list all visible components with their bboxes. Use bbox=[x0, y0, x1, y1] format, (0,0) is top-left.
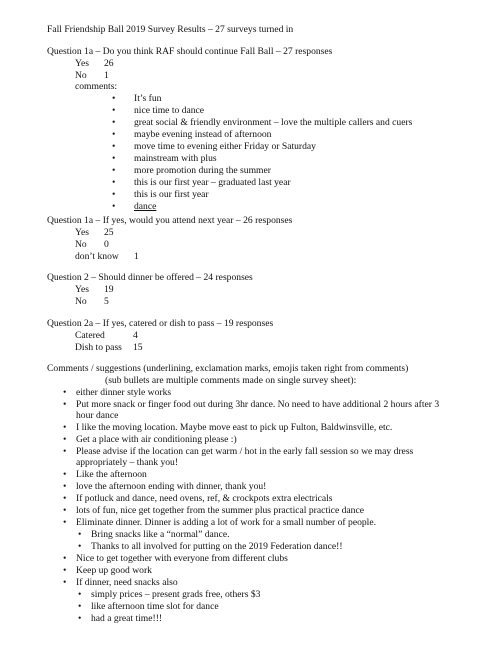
q1b-heading: Question 1a – If yes, would you attend next year – 26 responses bbox=[47, 215, 293, 226]
bullet-icon bbox=[63, 446, 69, 457]
sub-bullet-icon bbox=[78, 601, 84, 612]
q1b-yes-count: 25 bbox=[104, 227, 114, 238]
q1a-no-count: 1 bbox=[104, 70, 109, 81]
list-item: Eliminate dinner. Dinner is adding a lot of work for a small number of people. bbox=[76, 517, 376, 528]
list-item: If potluck and dance, need ovens, ref, & crockpots extra electricals bbox=[76, 493, 333, 504]
bullet-icon bbox=[112, 141, 118, 152]
bullet-icon bbox=[63, 481, 69, 492]
list-item: Keep up good work bbox=[76, 565, 152, 576]
bullet-icon bbox=[63, 422, 69, 433]
sub-bullet-icon bbox=[78, 541, 84, 552]
bullet-icon bbox=[63, 387, 69, 398]
list-item: lots of fun, nice get together from the summer plus practical practice dance bbox=[76, 505, 364, 516]
list-item: Like the afternoon bbox=[76, 469, 147, 480]
list-item: nice time to dance bbox=[134, 105, 205, 116]
bullet-icon bbox=[112, 165, 118, 176]
q1b-yes-label: Yes bbox=[75, 227, 89, 238]
list-item: dance bbox=[134, 201, 157, 212]
sub-list-item: had a great time!!! bbox=[91, 613, 163, 624]
sub-list-item: Thanks to all involved for putting on the 2019 Federation dance!! bbox=[91, 541, 343, 552]
list-item: mainstream with plus bbox=[134, 153, 217, 164]
bullet-icon bbox=[63, 517, 69, 528]
bullet-icon bbox=[63, 399, 69, 410]
bullet-icon bbox=[112, 117, 118, 128]
list-item: I like the moving location. Maybe move east to pick up Fulton, Baldwinsville, etc. bbox=[76, 422, 393, 433]
bullet-icon bbox=[112, 189, 118, 200]
list-item: this is our first year – graduated last year bbox=[134, 177, 291, 188]
q2-no-label: No bbox=[75, 296, 87, 307]
list-item: It’s fun bbox=[134, 93, 162, 104]
bullet-icon bbox=[112, 105, 118, 116]
q1a-yes-label: Yes bbox=[75, 58, 89, 69]
bullet-icon bbox=[112, 201, 118, 212]
sub-list-item: like afternoon time slot for dance bbox=[91, 601, 219, 612]
list-item-continuation: appropriately – thank you! bbox=[76, 457, 179, 468]
bullet-icon bbox=[63, 469, 69, 480]
bullet-icon bbox=[112, 153, 118, 164]
q2-yes-label: Yes bbox=[75, 284, 89, 295]
bullet-icon bbox=[112, 93, 118, 104]
bullet-icon bbox=[63, 565, 69, 576]
q2-yes-count: 19 bbox=[104, 284, 114, 295]
q1a-comments-label: comments: bbox=[75, 81, 118, 92]
bullet-icon bbox=[63, 505, 69, 516]
q2a-dish-count: 15 bbox=[133, 342, 143, 353]
list-item: Get a place with air conditioning please :) bbox=[76, 434, 237, 445]
sub-bullet-icon bbox=[78, 589, 84, 600]
bullet-icon bbox=[63, 493, 69, 504]
bullet-icon bbox=[63, 577, 69, 588]
q2a-catered-count: 4 bbox=[133, 330, 138, 341]
list-item: Please advise if the location can get warm / hot in the early fall session so we may dress bbox=[76, 446, 414, 457]
q1b-dontknow-label: don’t know bbox=[75, 251, 119, 262]
q1b-dontknow-count: 1 bbox=[134, 251, 139, 262]
q2-heading: Question 2 – Should dinner be offered – 24 responses bbox=[47, 272, 253, 283]
list-item: maybe evening instead of afternoon bbox=[134, 129, 272, 140]
list-item: Put more snack or finger food out during 3hr dance. No need to have additional 2 hours after 3 bbox=[76, 399, 440, 410]
sub-bullet-icon bbox=[78, 613, 84, 624]
q1a-heading: Question 1a – Do you think RAF should continue Fall Ball – 27 responses bbox=[47, 46, 333, 57]
list-item: more promotion during the summer bbox=[134, 165, 271, 176]
list-item: If dinner, need snacks also bbox=[76, 577, 178, 588]
bullet-icon bbox=[112, 177, 118, 188]
q2-no-count: 5 bbox=[104, 296, 109, 307]
list-item-continuation: hour dance bbox=[76, 410, 119, 421]
bullet-icon bbox=[63, 553, 69, 564]
document-title: Fall Friendship Ball 2019 Survey Results – 27 surveys turned in bbox=[47, 24, 294, 35]
q1a-no-label: No bbox=[75, 70, 87, 81]
q1b-no-count: 0 bbox=[104, 239, 109, 250]
q2a-catered-label: Catered bbox=[75, 330, 105, 341]
q1b-no-label: No bbox=[75, 239, 87, 250]
list-item: this is our first year bbox=[134, 189, 209, 200]
comments-subheading: (sub bullets are multiple comments made on single survey sheet): bbox=[105, 375, 357, 386]
bullet-icon bbox=[63, 434, 69, 445]
q2a-heading: Question 2a – If yes, catered or dish to pass – 19 responses bbox=[47, 318, 274, 329]
list-item: Nice to get together with everyone from different clubs bbox=[76, 553, 288, 564]
q1a-yes-count: 26 bbox=[104, 58, 114, 69]
list-item: great social & friendly environment – love the multiple callers and cuers bbox=[134, 117, 413, 128]
list-item: move time to evening either Friday or Saturday bbox=[134, 141, 316, 152]
sub-list-item: simply prices – present grads free, others $3 bbox=[91, 589, 261, 600]
sub-list-item: Bring snacks like a “normal” dance. bbox=[91, 529, 230, 540]
sub-bullet-icon bbox=[78, 529, 84, 540]
comments-heading: Comments / suggestions (underlining, exclamation marks, emojis taken right from comments) bbox=[47, 363, 409, 374]
list-item: love the afternoon ending with dinner, thank you! bbox=[76, 481, 267, 492]
q2a-dish-label: Dish to pass bbox=[75, 342, 122, 353]
list-item: either dinner style works bbox=[76, 387, 172, 398]
bullet-icon bbox=[112, 129, 118, 140]
